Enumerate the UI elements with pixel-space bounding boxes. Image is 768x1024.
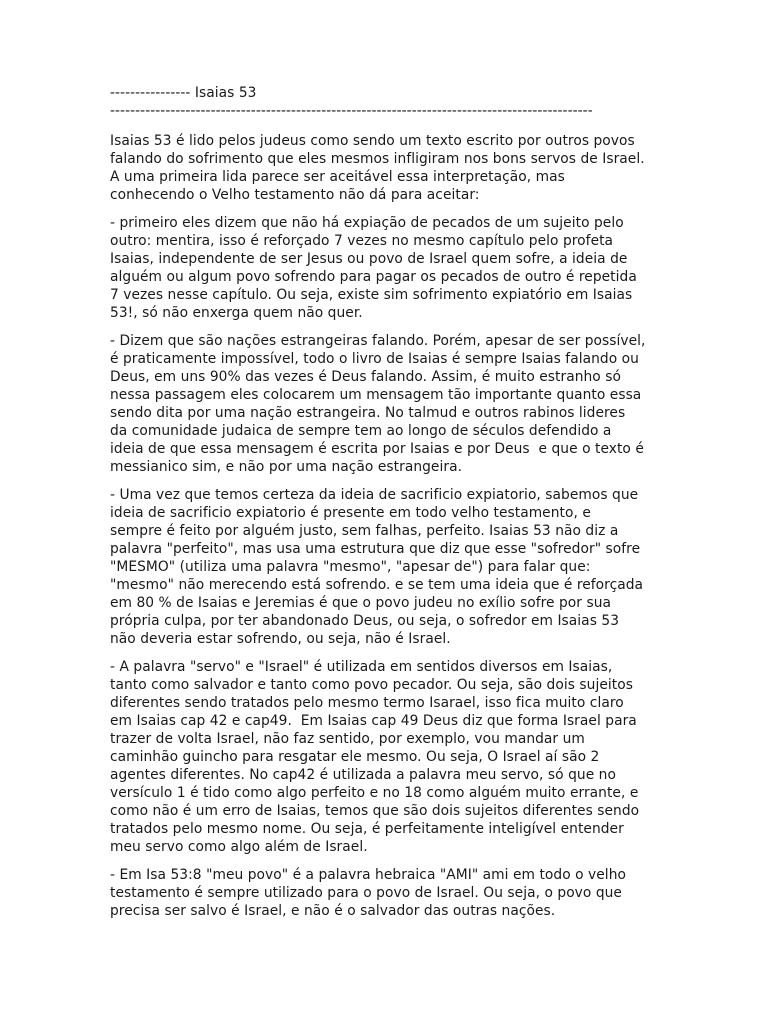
paragraph-list [110, 132, 670, 920]
paragraph-line: ideia de que essa mensagem é escrita por Isaias e por Deus e que o texto é [110, 441, 644, 457]
paragraph-line: não deveria estar sofrendo, ou seja, não é Israel. [110, 631, 451, 647]
paragraph [110, 214, 670, 322]
paragraph-line: ideia de sacrificio expiatorio é presente em todo velho testamento, e [110, 505, 591, 521]
paragraph-gap [110, 648, 670, 658]
paragraph [110, 132, 670, 204]
paragraph-line: caminhão guincho para resgatar ele mesmo. Ou seja, O Israel aí são 2 [110, 749, 600, 765]
paragraph-line: Isaias 53 é lido pelos judeus como sendo um texto escrito por outros povos [110, 133, 635, 149]
paragraph-line: A uma primeira lida parece ser aceitável essa interpretação, mas [110, 169, 565, 185]
paragraph-line: sempre é feito por alguém justo, sem falhas, perfeito. Isaias 53 não diz a [110, 523, 619, 539]
paragraph-line: como não é um erro de Isaias, temos que são dois sujeitos diferentes sendo [110, 803, 640, 819]
paragraph [110, 866, 670, 920]
paragraph-line: messianico sim, e não por uma nação estrangeira. [110, 459, 463, 475]
document-body [110, 84, 670, 920]
paragraph-line: - Em Isa 53:8 "meu povo" é a palavra hebraica "AMI" ami em todo o velho [110, 867, 626, 883]
paragraph-line: - A palavra "servo" e "Israel" é utilizada em sentidos diversos em Isaias, [110, 659, 613, 675]
paragraph-line: tanto como salvador e tanto como povo pecador. Ou seja, são dois sujeitos [110, 677, 633, 693]
paragraph [110, 332, 670, 476]
paragraph-line: precisa ser salvo é Israel, e não é o salvador das outras nações. [110, 903, 556, 919]
paragraph-line: - primeiro eles dizem que não há expiação de pecados de um sujeito pelo [110, 215, 624, 231]
paragraph-line: "MESMO" (utiliza uma palavra "mesmo", "apesar de") para falar que: [110, 559, 591, 575]
paragraph-line: meu servo como algo além de Israel. [110, 839, 368, 855]
paragraph-line: alguém ou algum povo sofrendo para pagar os pecados de outro é repetida [110, 269, 637, 285]
paragraph-line: conhecendo o Velho testamento não dá para aceitar: [110, 187, 480, 203]
paragraph-line: Deus, em uns 90% das vezes é Deus falando. Assim, é muito estranho só [110, 369, 621, 385]
paragraph-gap [110, 204, 670, 214]
paragraph-line: palavra "perfeito", mas usa uma estrutura que diz que esse "sofredor" sofre [110, 541, 641, 557]
paragraph-line: "mesmo" não merecendo está sofrendo. e se tem uma ideia que é reforçada [110, 577, 644, 593]
paragraph-line: diferentes sendo tratados pelo mesmo termo Isarael, isso fica muito claro [110, 695, 624, 711]
paragraph-gap [110, 856, 670, 866]
paragraph-line: em Isaias cap 42 e cap49. Em Isaias cap 49 Deus diz que forma Israel para [110, 713, 637, 729]
paragraph [110, 658, 670, 856]
paragraph-line: falando do sofrimento que eles mesmos infligiram nos bons servos de Israel. [110, 151, 645, 167]
paragraph-gap [110, 322, 670, 332]
paragraph [110, 486, 670, 648]
paragraph-line: - Dizem que são nações estrangeiras falando. Porém, apesar de ser possível, [110, 333, 646, 349]
paragraph-line: da comunidade judaica de sempre tem ao longo de séculos defendido a [110, 423, 612, 439]
paragraph-line: testamento é sempre utilizado para o povo de Israel. Ou seja, o povo que [110, 885, 622, 901]
paragraph-gap [110, 476, 670, 486]
document-title: ---------------- Isaias 53 [110, 85, 257, 101]
paragraph-line: - Uma vez que temos certeza da ideia de sacrificio expiatorio, sabemos que [110, 487, 639, 503]
paragraph-line: trazer de volta Israel, não faz sentido, por exemplo, vou mandar um [110, 731, 585, 747]
title-rule: ------------------------------------------------------------------------------------------------ [110, 103, 593, 119]
paragraph-line: outro: mentira, isso é reforçado 7 vezes no mesmo capítulo pelo profeta [110, 233, 614, 249]
spacer [110, 120, 670, 132]
paragraph-line: 7 vezes nesse capítulo. Ou seja, existe sim sofrimento expiatório em Isaias [110, 287, 633, 303]
paragraph-line: 53!, só não enxerga quem não quer. [110, 305, 363, 321]
paragraph-line: em 80 % de Isaias e Jeremias é que o povo judeu no exílio sofre por sua [110, 595, 611, 611]
paragraph-line: Isaias, independente de ser Jesus ou povo de Israel quem sofre, a ideia de [110, 251, 628, 267]
paragraph-line: própria culpa, por ter abandonado Deus, ou seja, o sofredor em Isaias 53 [110, 613, 620, 629]
paragraph-line: nessa passagem eles colocarem um mensagem tão importante quanto essa [110, 387, 642, 403]
paragraph-line: sendo dita por uma nação estrangeira. No talmud e outros rabinos lideres [110, 405, 626, 421]
paragraph-line: versículo 1 é tido como algo perfeito e no 18 como alguém muito errante, e [110, 785, 639, 801]
paragraph-line: tratados pelo mesmo nome. Ou seja, é perfeitamente inteligível entender [110, 821, 624, 837]
paragraph-line: agentes diferentes. No cap42 é utilizada a palavra meu servo, só que no [110, 767, 616, 783]
paragraph-line: é praticamente impossível, todo o livro de Isaias é sempre Isaias falando ou [110, 351, 639, 367]
